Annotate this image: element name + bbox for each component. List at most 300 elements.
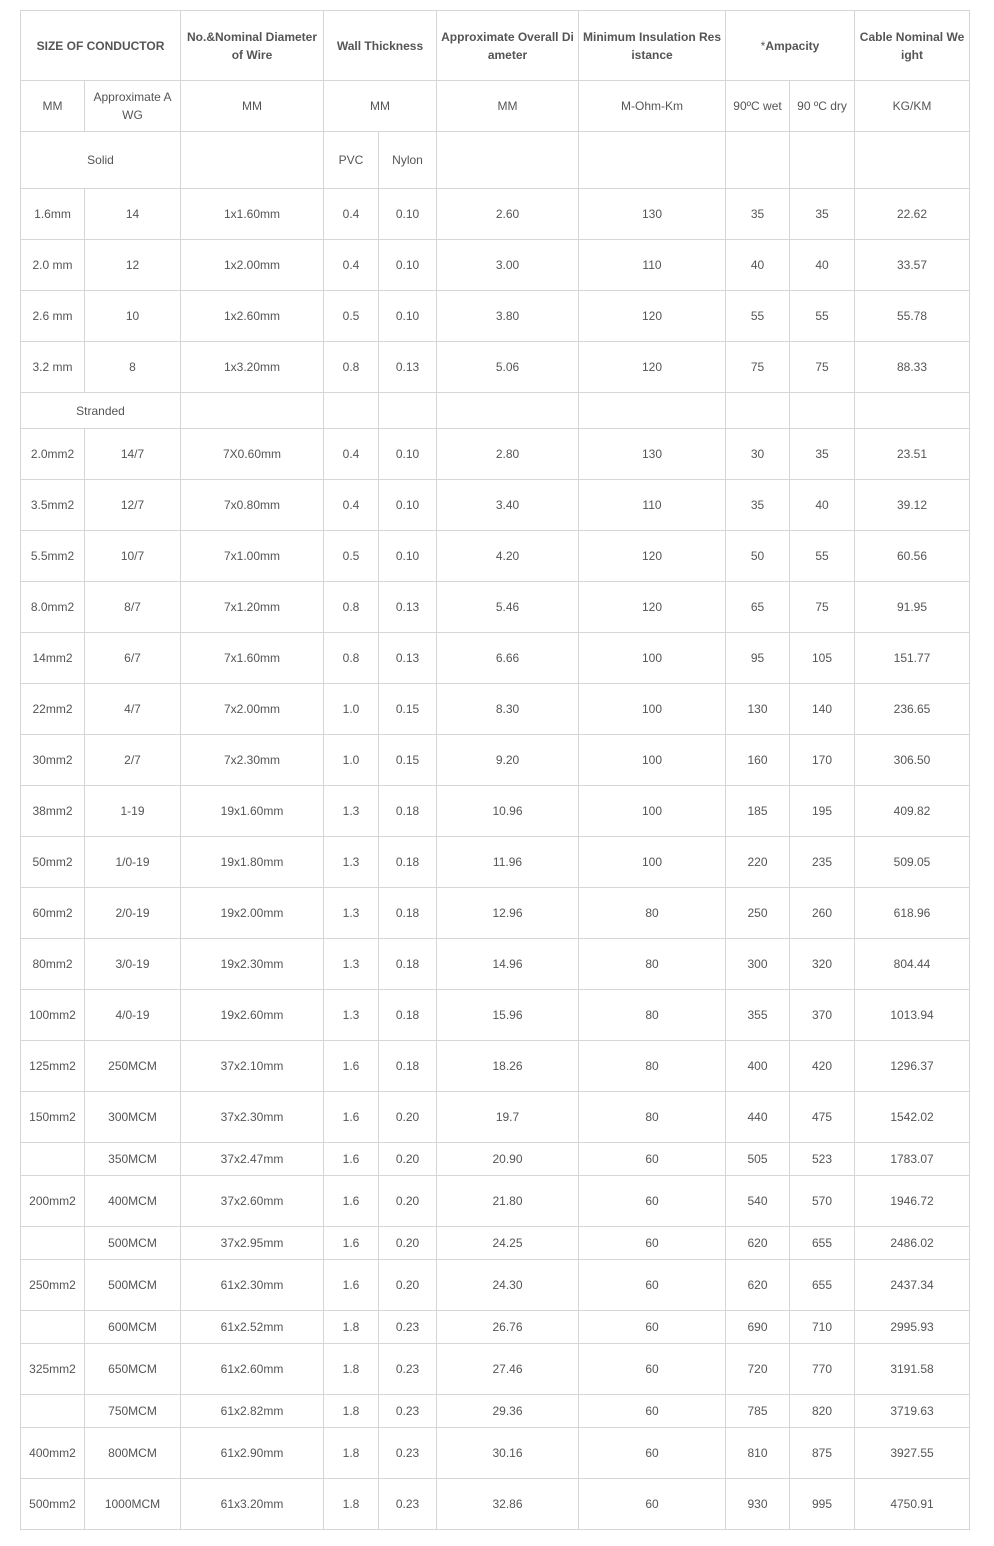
- cell-ampacity-dry: 55: [790, 531, 855, 582]
- cell-size-mm: 400mm2: [21, 1428, 85, 1479]
- cell-awg: 2/7: [85, 735, 181, 786]
- table-row: [21, 429, 970, 480]
- cell-ampacity-dry: 75: [790, 342, 855, 393]
- cell-ampacity-wet: 250: [726, 888, 790, 939]
- cell-resistance: 100: [579, 837, 726, 888]
- cell-size-mm: 2.0 mm: [21, 240, 85, 291]
- unit-dry: 90 ºC dry: [790, 81, 855, 132]
- cell-ampacity-dry: 655: [790, 1260, 855, 1311]
- cell-nylon: 0.10: [379, 531, 437, 582]
- cell-size-mm: [21, 1143, 85, 1176]
- table-row: [21, 1311, 970, 1344]
- unit-wall-mm: MM: [324, 81, 437, 132]
- cell-ampacity-dry: 75: [790, 582, 855, 633]
- cell-nylon: 0.20: [379, 1260, 437, 1311]
- cell-pvc: 1.3: [324, 990, 379, 1041]
- cell-wire: 1x1.60mm: [181, 189, 324, 240]
- cell-size-mm: 30mm2: [21, 735, 85, 786]
- cell-pvc: 1.8: [324, 1428, 379, 1479]
- cell-weight: 236.65: [855, 684, 970, 735]
- empty-cell: [437, 393, 579, 429]
- cell-pvc: 1.6: [324, 1227, 379, 1260]
- table-row: [21, 480, 970, 531]
- cell-weight: 4750.91: [855, 1479, 970, 1530]
- cell-wire: 61x3.20mm: [181, 1479, 324, 1530]
- table-row: [21, 582, 970, 633]
- cell-ampacity-wet: 55: [726, 291, 790, 342]
- cell-overall-diameter: 5.06: [437, 342, 579, 393]
- cell-size-mm: 125mm2: [21, 1041, 85, 1092]
- cell-nylon: 0.20: [379, 1092, 437, 1143]
- cell-overall-diameter: 20.90: [437, 1143, 579, 1176]
- solid-section-row: [21, 132, 970, 189]
- sub-nylon-label: Nylon: [379, 132, 437, 189]
- cell-overall-diameter: 8.30: [437, 684, 579, 735]
- cell-weight: 2437.34: [855, 1260, 970, 1311]
- stranded-section-row: [21, 393, 970, 429]
- cell-resistance: 100: [579, 735, 726, 786]
- cell-weight: 409.82: [855, 786, 970, 837]
- cell-ampacity-wet: 620: [726, 1227, 790, 1260]
- cell-nylon: 0.18: [379, 1041, 437, 1092]
- cell-weight: 1783.07: [855, 1143, 970, 1176]
- cell-ampacity-wet: 300: [726, 939, 790, 990]
- empty-cell: [437, 132, 579, 189]
- cell-resistance: 110: [579, 240, 726, 291]
- cell-ampacity-dry: 35: [790, 189, 855, 240]
- cell-overall-diameter: 4.20: [437, 531, 579, 582]
- cell-weight: 88.33: [855, 342, 970, 393]
- empty-cell: [379, 393, 437, 429]
- cell-resistance: 100: [579, 786, 726, 837]
- cell-ampacity-wet: 50: [726, 531, 790, 582]
- cell-pvc: 1.6: [324, 1260, 379, 1311]
- cell-wire: 37x2.60mm: [181, 1176, 324, 1227]
- header-nominal-diameter: No.&Nominal Diameter of Wire: [181, 11, 324, 81]
- cell-ampacity-wet: 400: [726, 1041, 790, 1092]
- cell-awg: 650MCM: [85, 1344, 181, 1395]
- page-bottom-spacer: [0, 1530, 994, 1546]
- cell-awg: 800MCM: [85, 1428, 181, 1479]
- empty-cell: [181, 393, 324, 429]
- cell-overall-diameter: 19.7: [437, 1092, 579, 1143]
- cell-pvc: 1.0: [324, 684, 379, 735]
- cell-resistance: 80: [579, 1041, 726, 1092]
- cell-size-mm: 2.6 mm: [21, 291, 85, 342]
- cell-awg: 8/7: [85, 582, 181, 633]
- cell-resistance: 120: [579, 342, 726, 393]
- cell-ampacity-dry: 170: [790, 735, 855, 786]
- cell-overall-diameter: 26.76: [437, 1311, 579, 1344]
- cell-ampacity-dry: 820: [790, 1395, 855, 1428]
- cell-weight: 1542.02: [855, 1092, 970, 1143]
- cell-awg: 14/7: [85, 429, 181, 480]
- cell-weight: 39.12: [855, 480, 970, 531]
- cell-pvc: 0.8: [324, 633, 379, 684]
- cell-ampacity-wet: 810: [726, 1428, 790, 1479]
- table-row: [21, 531, 970, 582]
- cell-ampacity-dry: 995: [790, 1479, 855, 1530]
- cell-ampacity-dry: 710: [790, 1311, 855, 1344]
- cell-pvc: 0.8: [324, 342, 379, 393]
- empty-cell: [855, 393, 970, 429]
- cell-size-mm: 325mm2: [21, 1344, 85, 1395]
- cell-nylon: 0.20: [379, 1176, 437, 1227]
- cell-wire: 37x2.95mm: [181, 1227, 324, 1260]
- cell-ampacity-dry: 260: [790, 888, 855, 939]
- cell-resistance: 110: [579, 480, 726, 531]
- sub-pvc-label: PVC: [324, 132, 379, 189]
- cell-overall-diameter: 5.46: [437, 582, 579, 633]
- cell-size-mm: 3.5mm2: [21, 480, 85, 531]
- table-row: [21, 684, 970, 735]
- cell-nylon: 0.20: [379, 1143, 437, 1176]
- cell-awg: 6/7: [85, 633, 181, 684]
- cell-overall-diameter: 24.30: [437, 1260, 579, 1311]
- cell-weight: 1946.72: [855, 1176, 970, 1227]
- table-row: [21, 735, 970, 786]
- cell-resistance: 60: [579, 1479, 726, 1530]
- cell-ampacity-dry: 655: [790, 1227, 855, 1260]
- cell-overall-diameter: 2.80: [437, 429, 579, 480]
- cell-overall-diameter: 11.96: [437, 837, 579, 888]
- empty-cell: [324, 393, 379, 429]
- cell-awg: 4/0-19: [85, 990, 181, 1041]
- cell-ampacity-dry: 320: [790, 939, 855, 990]
- cell-ampacity-wet: 40: [726, 240, 790, 291]
- cell-nylon: 0.20: [379, 1227, 437, 1260]
- table-row: [21, 786, 970, 837]
- cell-wire: 19x2.00mm: [181, 888, 324, 939]
- cell-nylon: 0.23: [379, 1395, 437, 1428]
- table-row: [21, 1395, 970, 1428]
- cell-resistance: 60: [579, 1260, 726, 1311]
- cell-pvc: 0.8: [324, 582, 379, 633]
- cell-resistance: 60: [579, 1395, 726, 1428]
- cell-nylon: 0.15: [379, 684, 437, 735]
- cell-nylon: 0.23: [379, 1428, 437, 1479]
- cell-ampacity-wet: 690: [726, 1311, 790, 1344]
- cell-weight: 3191.58: [855, 1344, 970, 1395]
- cell-pvc: 1.8: [324, 1395, 379, 1428]
- cell-wire: 7x2.00mm: [181, 684, 324, 735]
- cell-size-mm: 150mm2: [21, 1092, 85, 1143]
- table-row: [21, 1428, 970, 1479]
- cell-awg: 2/0-19: [85, 888, 181, 939]
- cell-weight: 23.51: [855, 429, 970, 480]
- header-ampacity: [726, 11, 855, 81]
- cell-nylon: 0.23: [379, 1479, 437, 1530]
- cell-wire: 7x1.00mm: [181, 531, 324, 582]
- cell-overall-diameter: 18.26: [437, 1041, 579, 1092]
- table-row: [21, 1260, 970, 1311]
- cell-nylon: 0.18: [379, 837, 437, 888]
- cell-pvc: 0.4: [324, 240, 379, 291]
- cell-wire: 61x2.60mm: [181, 1344, 324, 1395]
- cell-overall-diameter: 2.60: [437, 189, 579, 240]
- cell-resistance: 60: [579, 1428, 726, 1479]
- cell-ampacity-wet: 35: [726, 189, 790, 240]
- cell-wire: 7x1.60mm: [181, 633, 324, 684]
- cell-pvc: 0.5: [324, 291, 379, 342]
- cell-ampacity-wet: 785: [726, 1395, 790, 1428]
- cell-awg: 350MCM: [85, 1143, 181, 1176]
- cell-overall-diameter: 3.40: [437, 480, 579, 531]
- cell-resistance: 100: [579, 633, 726, 684]
- cell-ampacity-dry: 370: [790, 990, 855, 1041]
- cell-size-mm: [21, 1395, 85, 1428]
- cell-overall-diameter: 3.80: [437, 291, 579, 342]
- cell-awg: 400MCM: [85, 1176, 181, 1227]
- cell-weight: 3927.55: [855, 1428, 970, 1479]
- cell-wire: 19x2.60mm: [181, 990, 324, 1041]
- cell-size-mm: 60mm2: [21, 888, 85, 939]
- cell-awg: 1-19: [85, 786, 181, 837]
- cell-size-mm: [21, 1227, 85, 1260]
- cell-ampacity-wet: 95: [726, 633, 790, 684]
- cell-size-mm: 1.6mm: [21, 189, 85, 240]
- cell-wire: 61x2.52mm: [181, 1311, 324, 1344]
- cell-wire: 37x2.47mm: [181, 1143, 324, 1176]
- cell-pvc: 1.3: [324, 939, 379, 990]
- ampacity-label: Ampacity: [765, 38, 820, 53]
- cell-nylon: 0.23: [379, 1311, 437, 1344]
- cell-overall-diameter: 24.25: [437, 1227, 579, 1260]
- cable-spec-table: [20, 10, 970, 1530]
- cell-pvc: 1.6: [324, 1143, 379, 1176]
- table-row: [21, 1143, 970, 1176]
- cell-ampacity-wet: 505: [726, 1143, 790, 1176]
- cell-overall-diameter: 21.80: [437, 1176, 579, 1227]
- cell-resistance: 80: [579, 939, 726, 990]
- cell-size-mm: 14mm2: [21, 633, 85, 684]
- cell-awg: 8: [85, 342, 181, 393]
- cell-wire: 7X0.60mm: [181, 429, 324, 480]
- cell-wire: 61x2.82mm: [181, 1395, 324, 1428]
- cell-ampacity-dry: 140: [790, 684, 855, 735]
- cell-nylon: 0.13: [379, 633, 437, 684]
- cell-nylon: 0.10: [379, 291, 437, 342]
- table-row: [21, 1092, 970, 1143]
- cell-resistance: 100: [579, 684, 726, 735]
- header-insulation-resistance: Minimum Insulation Resistance: [579, 11, 726, 81]
- cell-pvc: 1.0: [324, 735, 379, 786]
- cell-pvc: 0.4: [324, 189, 379, 240]
- cell-wire: 1x3.20mm: [181, 342, 324, 393]
- cell-size-mm: 3.2 mm: [21, 342, 85, 393]
- cell-overall-diameter: 15.96: [437, 990, 579, 1041]
- cell-wire: 37x2.10mm: [181, 1041, 324, 1092]
- cell-weight: 306.50: [855, 735, 970, 786]
- cell-nylon: 0.23: [379, 1344, 437, 1395]
- cell-overall-diameter: 27.46: [437, 1344, 579, 1395]
- cell-awg: 12/7: [85, 480, 181, 531]
- cell-weight: 22.62: [855, 189, 970, 240]
- empty-cell: [726, 393, 790, 429]
- cell-ampacity-wet: 30: [726, 429, 790, 480]
- cell-weight: 3719.63: [855, 1395, 970, 1428]
- cell-weight: 2486.02: [855, 1227, 970, 1260]
- unit-wire-mm: MM: [181, 81, 324, 132]
- cell-awg: 500MCM: [85, 1227, 181, 1260]
- cell-wire: 7x1.20mm: [181, 582, 324, 633]
- table-row: [21, 1227, 970, 1260]
- cell-awg: 10/7: [85, 531, 181, 582]
- cell-resistance: 130: [579, 189, 726, 240]
- ampacity-prefix: *: [760, 38, 766, 53]
- cell-weight: 60.56: [855, 531, 970, 582]
- cell-resistance: 60: [579, 1344, 726, 1395]
- cell-pvc: 1.6: [324, 1092, 379, 1143]
- cell-nylon: 0.13: [379, 582, 437, 633]
- cell-resistance: 60: [579, 1143, 726, 1176]
- cell-overall-diameter: 6.66: [437, 633, 579, 684]
- cell-size-mm: 8.0mm2: [21, 582, 85, 633]
- cell-nylon: 0.18: [379, 939, 437, 990]
- header-row: [21, 11, 970, 81]
- cell-resistance: 120: [579, 531, 726, 582]
- cell-awg: 3/0-19: [85, 939, 181, 990]
- cell-wire: 19x1.60mm: [181, 786, 324, 837]
- table-row: [21, 939, 970, 990]
- cell-ampacity-wet: 540: [726, 1176, 790, 1227]
- cell-ampacity-dry: 105: [790, 633, 855, 684]
- cell-wire: 7x0.80mm: [181, 480, 324, 531]
- cell-ampacity-dry: 475: [790, 1092, 855, 1143]
- cell-size-mm: [21, 1311, 85, 1344]
- cell-awg: 750MCM: [85, 1395, 181, 1428]
- cell-wire: 1x2.60mm: [181, 291, 324, 342]
- cell-awg: 12: [85, 240, 181, 291]
- cell-ampacity-wet: 65: [726, 582, 790, 633]
- cell-resistance: 80: [579, 1092, 726, 1143]
- unit-od-mm: MM: [437, 81, 579, 132]
- cell-size-mm: 100mm2: [21, 990, 85, 1041]
- cell-wire: 61x2.30mm: [181, 1260, 324, 1311]
- cell-pvc: 1.3: [324, 888, 379, 939]
- header-size-of-conductor: SIZE OF CONDUCTOR: [21, 11, 181, 81]
- cell-weight: 1296.37: [855, 1041, 970, 1092]
- cell-wire: 37x2.30mm: [181, 1092, 324, 1143]
- header-overall-diameter: Approximate Overall Diameter: [437, 11, 579, 81]
- empty-cell: [790, 132, 855, 189]
- cell-size-mm: 38mm2: [21, 786, 85, 837]
- cell-ampacity-wet: 620: [726, 1260, 790, 1311]
- cell-nylon: 0.15: [379, 735, 437, 786]
- table-row: [21, 189, 970, 240]
- cell-awg: 10: [85, 291, 181, 342]
- cell-pvc: 1.6: [324, 1041, 379, 1092]
- cell-weight: 55.78: [855, 291, 970, 342]
- cell-size-mm: 2.0mm2: [21, 429, 85, 480]
- cell-overall-diameter: 9.20: [437, 735, 579, 786]
- cell-nylon: 0.18: [379, 888, 437, 939]
- cell-ampacity-dry: 40: [790, 240, 855, 291]
- cell-overall-diameter: 30.16: [437, 1428, 579, 1479]
- cell-awg: 1/0-19: [85, 837, 181, 888]
- table-row: [21, 837, 970, 888]
- unit-weight: KG/KM: [855, 81, 970, 132]
- cell-pvc: 1.6: [324, 1176, 379, 1227]
- cell-wire: 19x1.80mm: [181, 837, 324, 888]
- cell-ampacity-wet: 440: [726, 1092, 790, 1143]
- table-row: [21, 1041, 970, 1092]
- cell-ampacity-wet: 930: [726, 1479, 790, 1530]
- empty-cell: [726, 132, 790, 189]
- cell-pvc: 1.3: [324, 786, 379, 837]
- cell-pvc: 1.8: [324, 1311, 379, 1344]
- cell-ampacity-dry: 55: [790, 291, 855, 342]
- cell-nylon: 0.10: [379, 429, 437, 480]
- cell-overall-diameter: 3.00: [437, 240, 579, 291]
- header-cable-weight: Cable Nominal Weight: [855, 11, 970, 81]
- empty-cell: [790, 393, 855, 429]
- table-row: [21, 990, 970, 1041]
- unit-mm: MM: [21, 81, 85, 132]
- table-row: [21, 342, 970, 393]
- cell-size-mm: 50mm2: [21, 837, 85, 888]
- cell-weight: 151.77: [855, 633, 970, 684]
- cell-weight: 1013.94: [855, 990, 970, 1041]
- section-solid-label: Solid: [21, 132, 181, 189]
- cell-pvc: 0.5: [324, 531, 379, 582]
- cell-nylon: 0.18: [379, 990, 437, 1041]
- cell-weight: 804.44: [855, 939, 970, 990]
- cell-ampacity-wet: 130: [726, 684, 790, 735]
- empty-cell: [181, 132, 324, 189]
- unit-awg: Approximate AWG: [85, 81, 181, 132]
- table-row: [21, 888, 970, 939]
- cell-weight: 2995.93: [855, 1311, 970, 1344]
- table-row: [21, 1479, 970, 1530]
- cell-ampacity-dry: 420: [790, 1041, 855, 1092]
- cell-pvc: 1.8: [324, 1344, 379, 1395]
- cell-ampacity-wet: 35: [726, 480, 790, 531]
- cell-resistance: 80: [579, 990, 726, 1041]
- cell-size-mm: 500mm2: [21, 1479, 85, 1530]
- cell-awg: 1000MCM: [85, 1479, 181, 1530]
- table-row: [21, 633, 970, 684]
- table-row: [21, 1344, 970, 1395]
- cell-wire: 1x2.00mm: [181, 240, 324, 291]
- cell-pvc: 0.4: [324, 480, 379, 531]
- cell-nylon: 0.10: [379, 189, 437, 240]
- cell-overall-diameter: 10.96: [437, 786, 579, 837]
- cell-awg: 4/7: [85, 684, 181, 735]
- cell-resistance: 60: [579, 1311, 726, 1344]
- cell-weight: 91.95: [855, 582, 970, 633]
- cell-overall-diameter: 14.96: [437, 939, 579, 990]
- cell-size-mm: 80mm2: [21, 939, 85, 990]
- cell-size-mm: 200mm2: [21, 1176, 85, 1227]
- cell-pvc: 0.4: [324, 429, 379, 480]
- cell-awg: 600MCM: [85, 1311, 181, 1344]
- cell-overall-diameter: 29.36: [437, 1395, 579, 1428]
- cell-awg: 250MCM: [85, 1041, 181, 1092]
- section-stranded-label: Stranded: [21, 393, 181, 429]
- cell-resistance: 120: [579, 291, 726, 342]
- cell-awg: 300MCM: [85, 1092, 181, 1143]
- unit-resistance: M-Ohm-Km: [579, 81, 726, 132]
- cell-ampacity-dry: 35: [790, 429, 855, 480]
- cell-pvc: 1.3: [324, 837, 379, 888]
- cell-wire: 19x2.30mm: [181, 939, 324, 990]
- cell-overall-diameter: 12.96: [437, 888, 579, 939]
- cell-ampacity-wet: 185: [726, 786, 790, 837]
- cell-ampacity-dry: 523: [790, 1143, 855, 1176]
- table-row: [21, 240, 970, 291]
- empty-cell: [579, 132, 726, 189]
